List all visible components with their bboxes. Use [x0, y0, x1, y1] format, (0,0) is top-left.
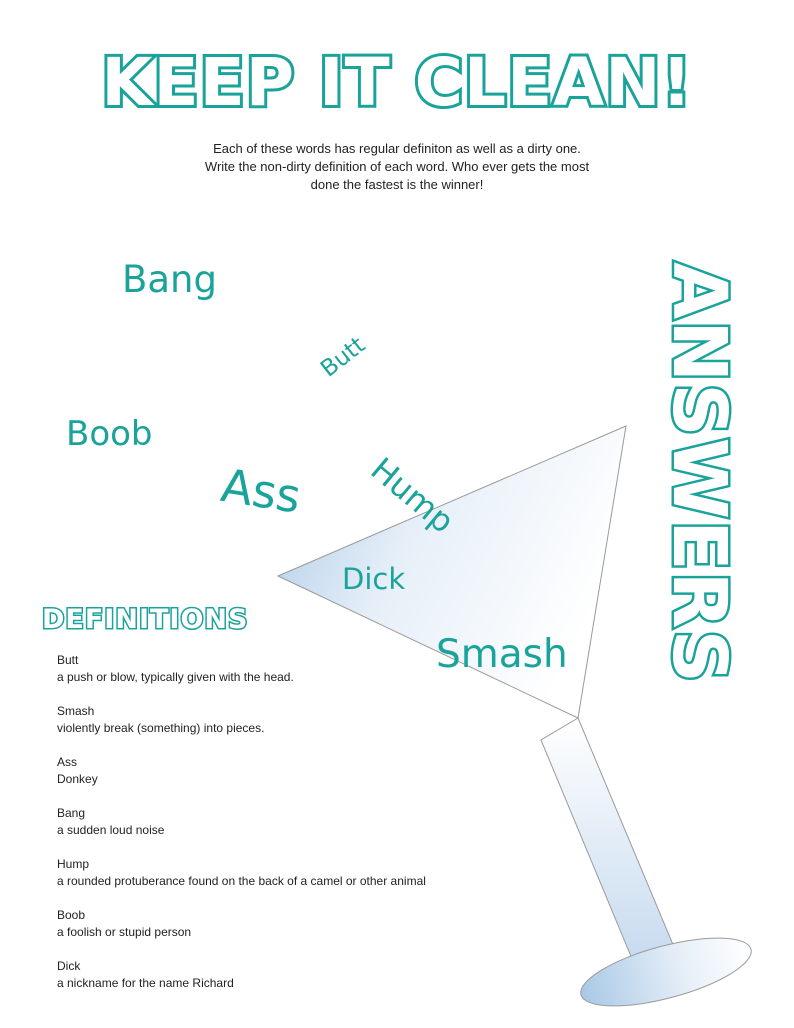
page-title: KEEP IT CLEAN! [101, 44, 693, 121]
definition-word: Bang [57, 806, 86, 820]
definition-word: Boob [57, 908, 86, 922]
word-smash: Smash [436, 632, 568, 677]
definitions-title: DEFINITIONS [42, 604, 249, 635]
definition-word: Dick [57, 959, 81, 973]
definition-item [57, 805, 497, 839]
word-dick: Dick [342, 562, 406, 596]
word-ass: Ass [217, 458, 305, 524]
definition-item [57, 958, 497, 992]
definition-item [57, 703, 497, 737]
definition-word: Butt [57, 653, 79, 667]
word-bang: Bang [122, 258, 217, 301]
intro-line: Each of these words has regular definiton as well as a dirty one. [213, 141, 581, 156]
definition-word: Ass [57, 755, 78, 769]
word-boob: Boob [66, 414, 153, 454]
word-hump: Hump [363, 450, 462, 541]
definition-word: Hump [57, 857, 90, 871]
definition-item [57, 754, 497, 788]
word-butt: Butt [316, 332, 371, 383]
definitions-list [57, 652, 497, 1009]
definition-meaning: a sudden loud noise [57, 823, 165, 837]
definition-meaning: Donkey [57, 772, 98, 786]
intro-line: Write the non-dirty definition of each word. Who ever gets the most [204, 159, 590, 174]
definition-item [57, 907, 497, 941]
definition-meaning: a push or blow, typically given with the head. [57, 670, 294, 684]
definition-item [57, 652, 497, 686]
definition-meaning: a rounded protuberance found on the back of a camel or other animal [57, 874, 426, 888]
definition-meaning: violently break (something) into pieces. [57, 721, 265, 735]
glass-stem [541, 718, 682, 978]
definition-meaning: a nickname for the name Richard [57, 976, 234, 990]
definition-meaning: a foolish or stupid person [57, 925, 192, 939]
intro-line: done the fastest is the winner! [310, 177, 484, 192]
answers-label: ANSWERS [656, 262, 742, 684]
definition-word: Smash [57, 704, 95, 718]
definition-item [57, 856, 497, 890]
